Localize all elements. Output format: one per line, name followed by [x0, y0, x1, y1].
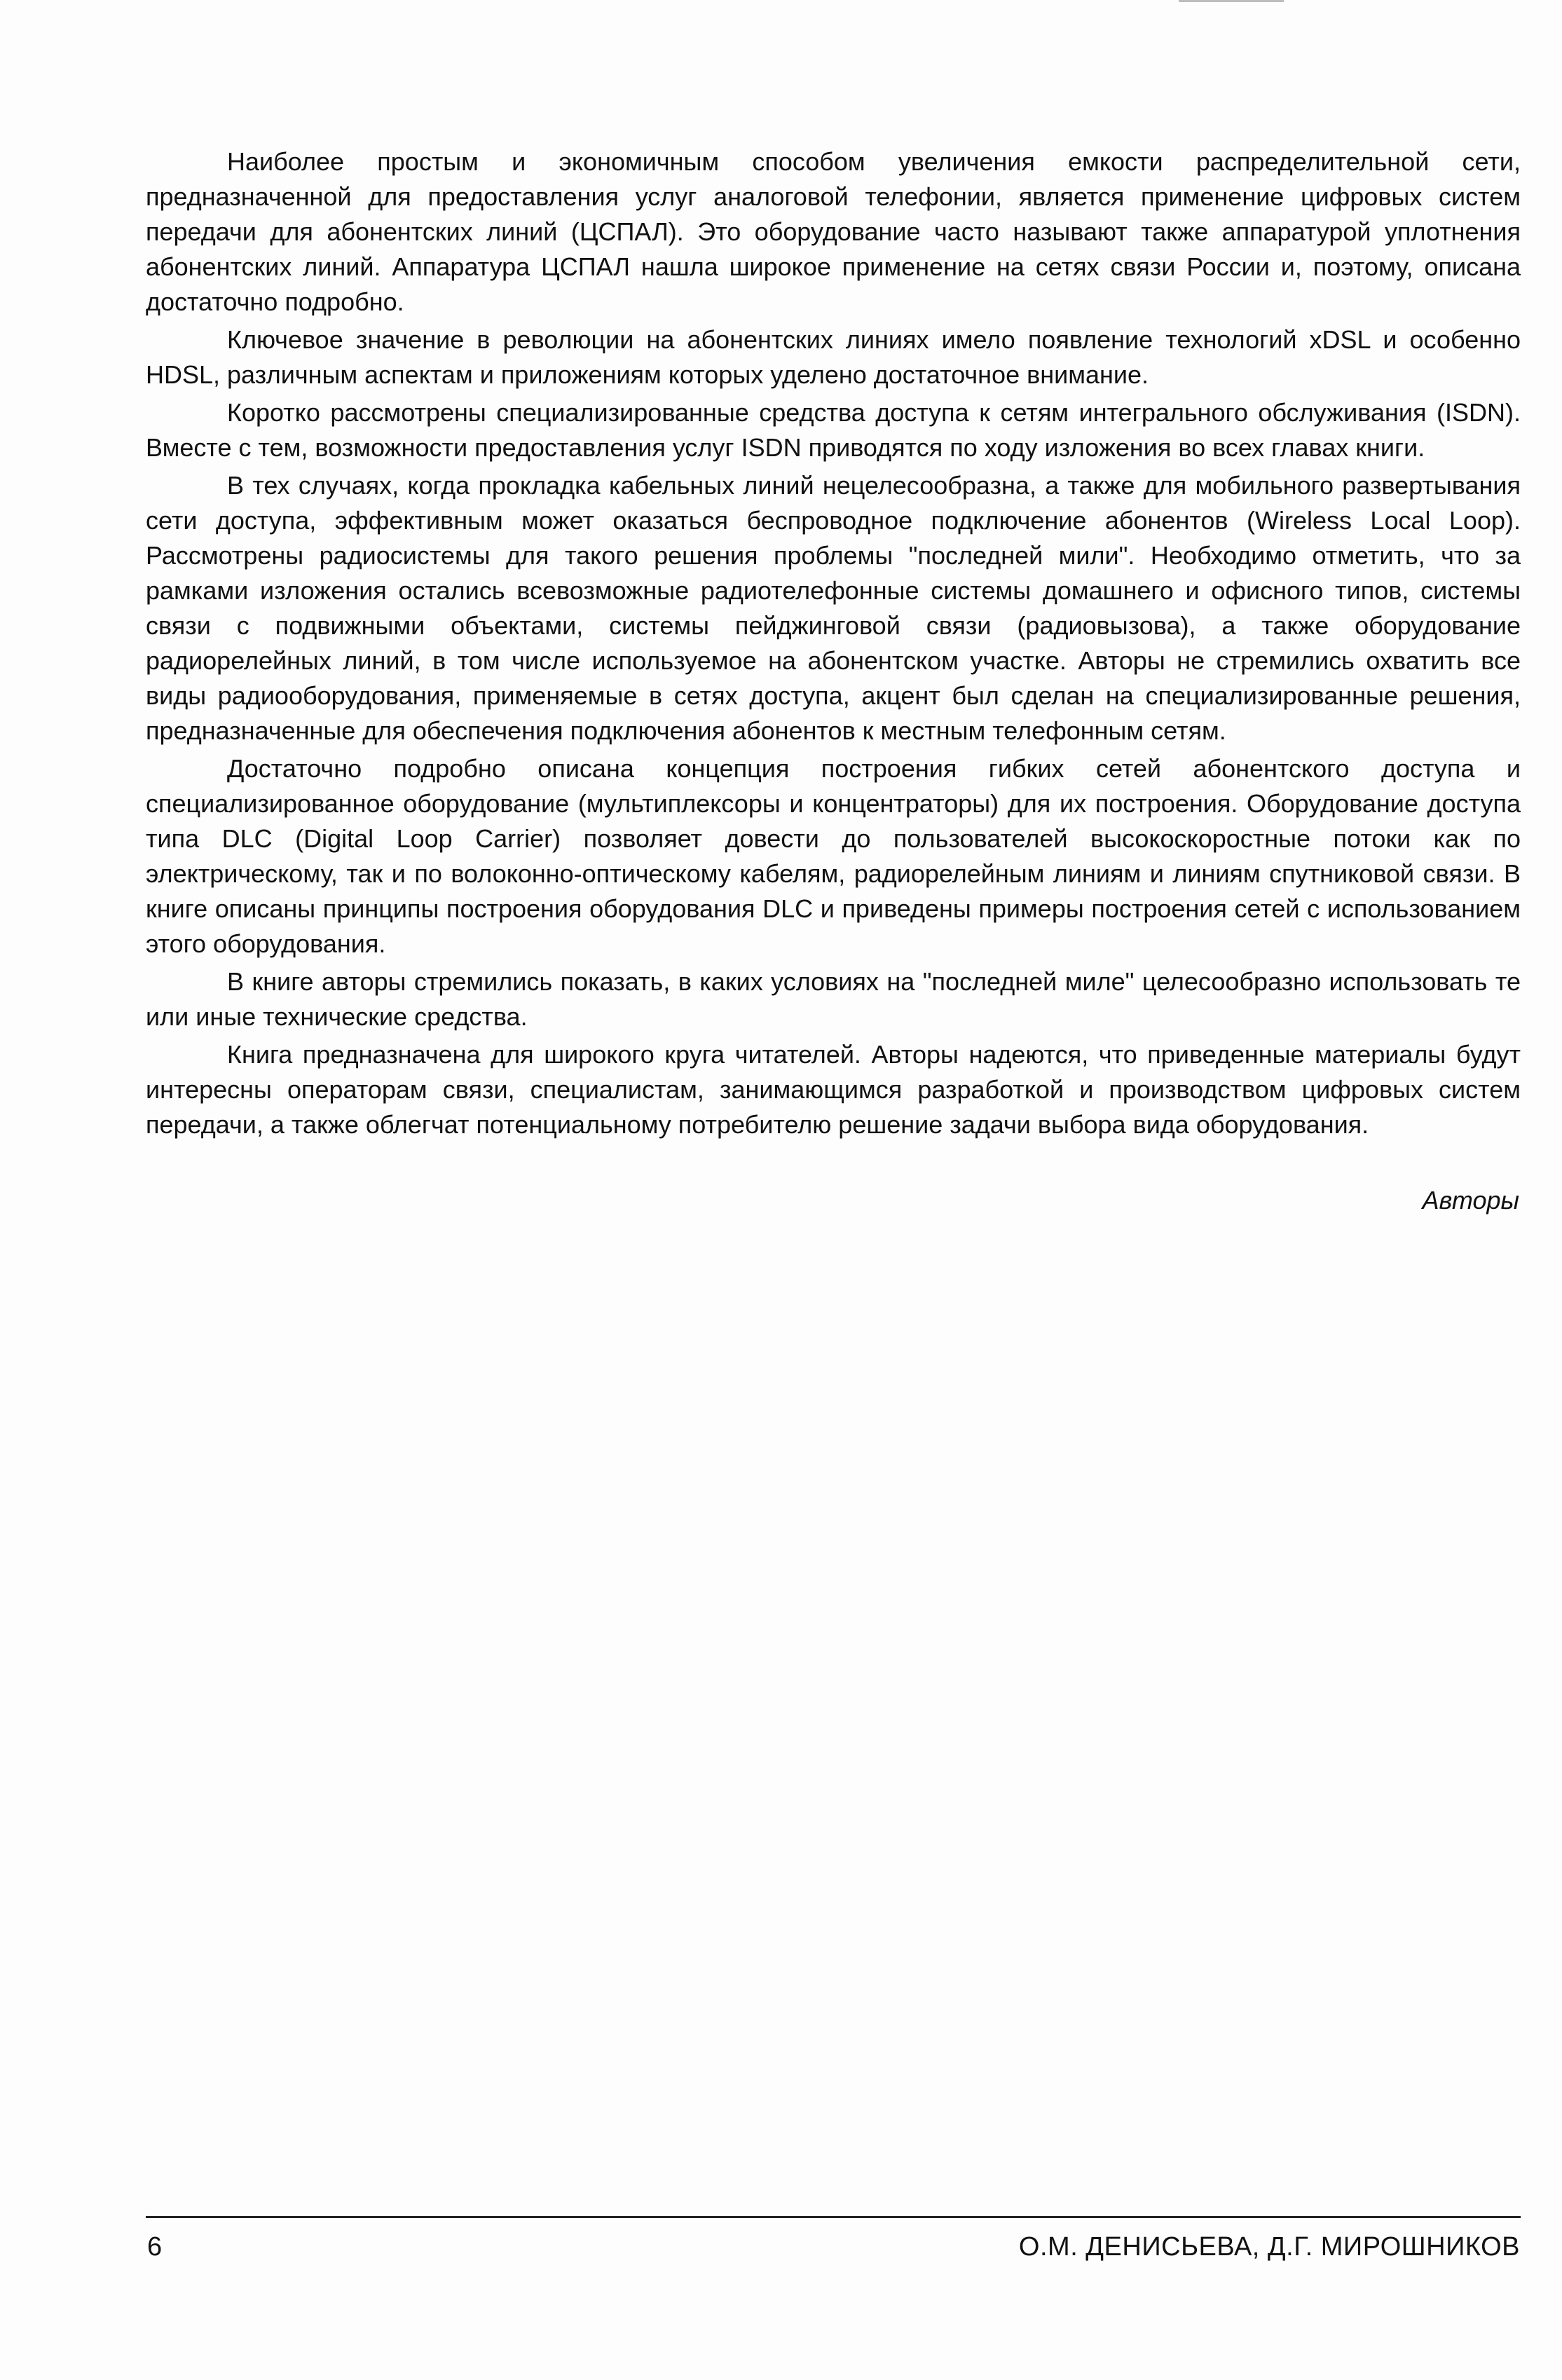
paragraph: Коротко рассмотрены специализированные средства доступа к сетям интегрального обслуживания (ISDN). Вместе с тем, возможности предоставления услуг ISDN приводятся по ходу изложения во всех главах книги. [146, 398, 1521, 462]
page-number: 6 [147, 2232, 163, 2262]
paragraph: Достаточно подробно описана концепция построения гибких сетей абонентского доступа и специализированное оборудование (мультиплексоры и концентраторы) для их построения. Оборудование доступа типа DLC (Digital Loop Carrier) позволяет довести до пользователей высокоскоростные потоки как по электрическому, так и по волоконно-оптическому кабелям, радиорелейным линиям и линиям спутниковой связи. В книге описаны принципы построения оборудования DLC и приведены примеры построения сетей с использованием этого оборудования. [146, 754, 1521, 958]
paragraph: Ключевое значение в революции на абонентских линиях имело появление технологий xDSL и особенно HDSL, различным аспектам и приложениям которых уделено достаточное внимание. [146, 325, 1521, 389]
paragraph: Наиболее простым и экономичным способом увеличения емкости распределительной сети, предназначенной для предоставления услуг аналоговой телефонии, является применение цифровых систем передачи для абонентских линий (ЦСПАЛ). Это оборудование часто называют также аппаратурой уплотнения абонентских линий. Аппаратура ЦСПАЛ нашла широкое применение на сетях связи России и, поэтому, описана достаточно подробно. [146, 147, 1521, 316]
signature: Авторы [1422, 1186, 1519, 1215]
paragraph: В книге авторы стремились показать, в каких условиях на "последней миле" целесообразно использовать те или иные технические средства. [146, 967, 1521, 1031]
scan-artifact-line [1179, 0, 1284, 2]
paragraph: Книга предназначена для широкого круга читателей. Авторы надеются, что приведенные материалы будут интересны операторам связи, специалистам, занимающимся разработкой и производством цифровых систем передачи, а также облегчат потенциальному потребителю решение задачи выбора вида оборудования. [146, 1040, 1521, 1139]
page-body [146, 144, 1521, 1218]
footer-authors: О.М. ДЕНИСЬЕВА, Д.Г. МИРОШНИКОВ [1018, 2232, 1520, 2262]
footer-divider [146, 2216, 1521, 2218]
paragraph: В тех случаях, когда прокладка кабельных линий нецелесообразна, а также для мобильного развертывания сети доступа, эффективным может оказаться беспроводное подключение абонентов (Wireless Local Loop). Рассмотрены радиосистемы для такого решения проблемы "последней мили". Необходимо отметить, что за рамками изложения остались всевозможные радиотелефонные системы домашнего и офисного типов, системы связи с подвижными объектами, системы пейджинговой связи (радиовызова), а также оборудование радиорелейных линий, в том числе используемое на абонентском участке. Авторы не стремились охватить все виды радиооборудования, применяемые в сетях доступа, акцент был сделан на специализированные решения, предназначенные для обеспечения подключения абонентов к местным телефонным сетям. [146, 471, 1521, 745]
